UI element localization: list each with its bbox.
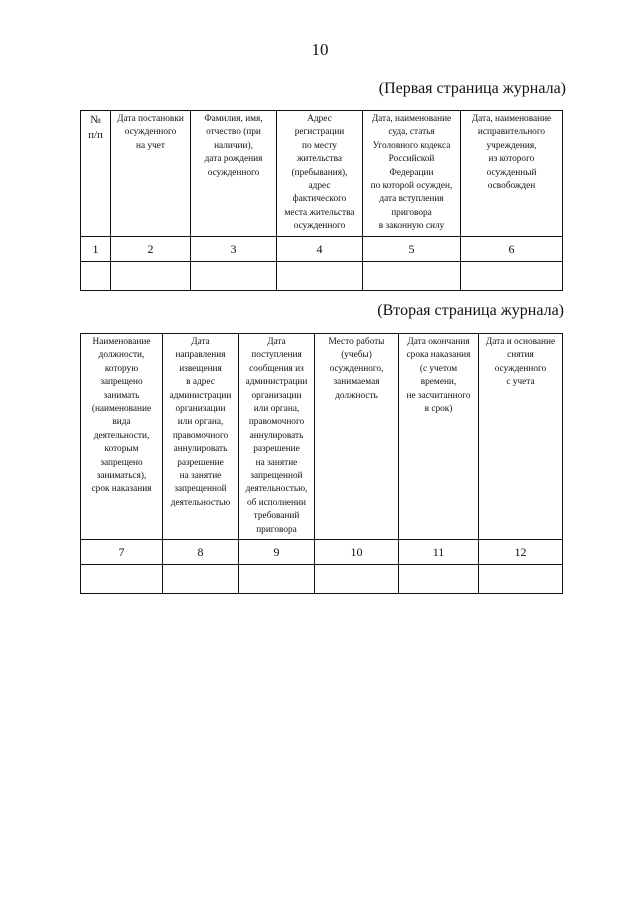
empty-cell xyxy=(461,261,563,290)
column-header: Дата, наименование суда, статья Уголовного кодекса Российской Федерации по которой осужден, дата вступления приговора в законную силу xyxy=(363,111,461,237)
column-number: 4 xyxy=(277,236,363,261)
column-number: 7 xyxy=(81,540,163,565)
empty-entry-row xyxy=(81,565,563,594)
empty-cell xyxy=(111,261,191,290)
table-header-row xyxy=(81,111,563,237)
empty-cell xyxy=(81,261,111,290)
column-number-row xyxy=(81,236,563,261)
empty-cell xyxy=(363,261,461,290)
second-page-table xyxy=(80,333,563,594)
table-header-row xyxy=(81,334,563,540)
column-number: 11 xyxy=(399,540,479,565)
second-page-caption: (Вторая страница журнала) xyxy=(377,302,564,319)
empty-cell xyxy=(163,565,239,594)
empty-cell xyxy=(277,261,363,290)
column-number: 3 xyxy=(191,236,277,261)
column-number: 1 xyxy=(81,236,111,261)
column-header: Дата направления извещения в адрес администрации организации или органа, правомочного аннулировать разрешение на занятие запрещенной деятельностью xyxy=(163,334,239,540)
column-header: Дата окончания срока наказания (с учетом времени, не засчитанного в срок) xyxy=(399,334,479,540)
column-number: 6 xyxy=(461,236,563,261)
column-header: Адрес регистрации по месту жительства (пребывания), адрес фактического места жительства осужденного xyxy=(277,111,363,237)
column-header: Дата и основание снятия осужденного с учета xyxy=(479,334,563,540)
first-page-caption: (Первая страница журнала) xyxy=(378,80,566,97)
empty-cell xyxy=(81,565,163,594)
empty-cell xyxy=(239,565,315,594)
column-number: 8 xyxy=(163,540,239,565)
column-number: 2 xyxy=(111,236,191,261)
column-number: 9 xyxy=(239,540,315,565)
empty-cell xyxy=(399,565,479,594)
column-header: № п/п xyxy=(81,111,111,237)
column-number: 10 xyxy=(315,540,399,565)
empty-cell xyxy=(191,261,277,290)
empty-cell xyxy=(479,565,563,594)
column-number: 12 xyxy=(479,540,563,565)
empty-cell xyxy=(315,565,399,594)
column-number-row xyxy=(81,540,563,565)
page-number: 10 xyxy=(311,40,329,59)
column-header: Дата поступления сообщения из администрации организации или органа, правомочного аннулировать разрешение на занятие запрещенной деятельностью, об исполнении требований приговора xyxy=(239,334,315,540)
column-header: Фамилия, имя, отчество (при наличии), дата рождения осужденного xyxy=(191,111,277,237)
empty-entry-row xyxy=(81,261,563,290)
column-header: Место работы (учебы) осужденного, занимаемая должность xyxy=(315,334,399,540)
column-number: 5 xyxy=(363,236,461,261)
column-header: Дата постановки осужденного на учет xyxy=(111,111,191,237)
first-page-table xyxy=(80,110,563,291)
column-header: Дата, наименование исправительного учреждения, из которого осужденный освобожден xyxy=(461,111,563,237)
column-header: Наименование должности, которую запрещено занимать (наименование вида деятельности, которым запрещено заниматься), срок наказания xyxy=(81,334,163,540)
